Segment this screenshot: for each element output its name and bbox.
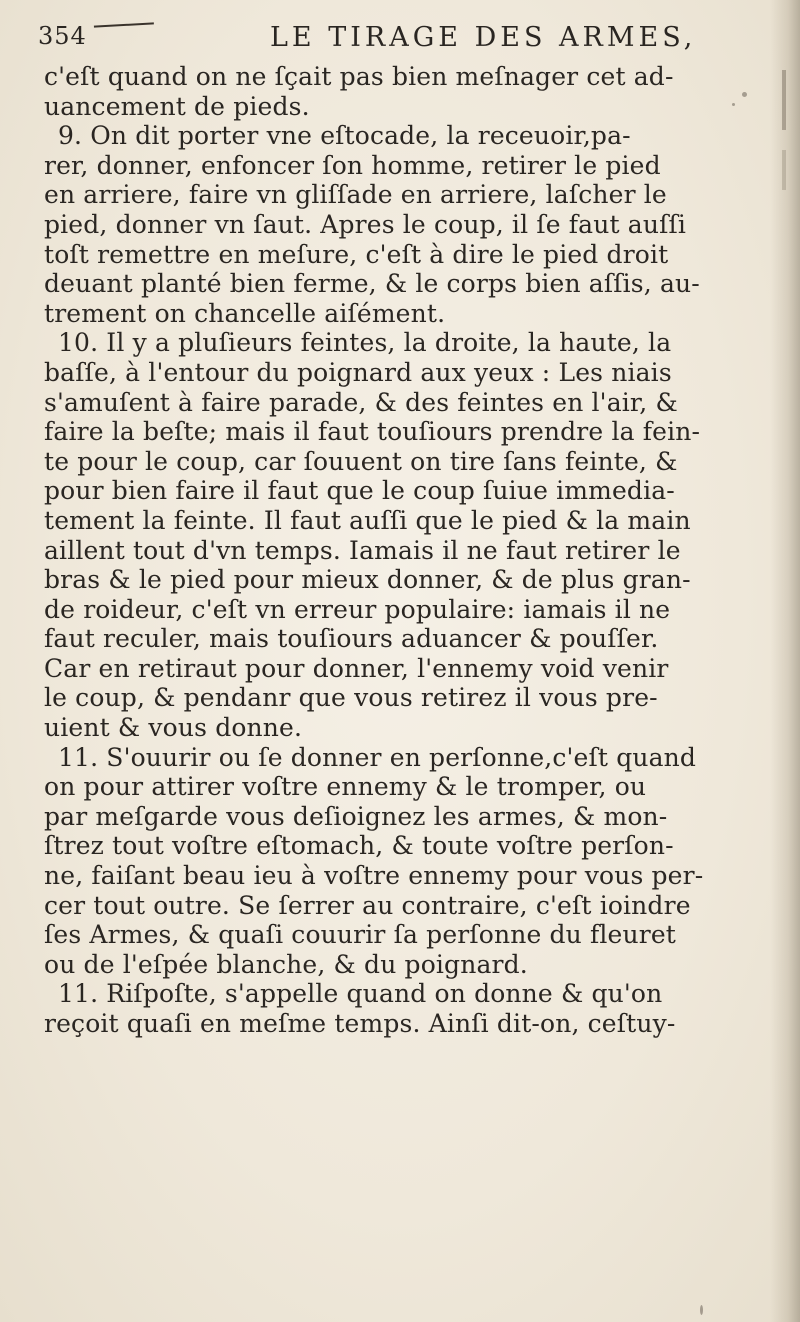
text-line: faut reculer, mais touſiours aduancer & pouſſer. — [44, 624, 659, 654]
text-line: on pour attirer voſtre ennemy & le tromper, ou — [44, 772, 647, 802]
text-line: tement la feinte. Il faut auſſi que le pied & la main — [44, 505, 691, 535]
text-line: pour bien faire il faut que le coup ſuiue immedia- — [44, 476, 675, 506]
text-line: pied, donner vn ſaut. Apres le coup, il ſe faut auſſi — [44, 209, 687, 239]
text-line: uancement de pieds. — [44, 91, 310, 121]
text-line: ſes Armes, & quaſi couurir ſa perſonne du fleuret — [44, 920, 676, 950]
text-line: toſt remettre en meſure, c'eſt à dire le pied droit — [44, 239, 669, 269]
text-line: 9. On dit porter vne eſtocade, la receuoir,pa- — [58, 121, 631, 151]
text-line: ſtrez tout voſtre eſtomach, & toute voſtre perſon- — [44, 831, 674, 861]
paper-speck — [700, 1305, 703, 1315]
text-line: par meſgarde vous deſioignez les armes, & mon- — [44, 801, 668, 831]
text-line: trement on chancelle aiſément. — [44, 298, 446, 328]
text-line: bras & le pied pour mieux donner, & de plus gran- — [44, 565, 691, 595]
text-line: cer tout outre. Se ſerrer au contraire, c'eſt ioindre — [44, 890, 691, 920]
text-line: 11. S'ouurir ou ſe donner en perſonne,c'eſt quand — [58, 742, 697, 772]
text-line: deuant planté bien ferme, & le corps bien aſſis, au- — [44, 269, 700, 299]
text-line: Car en retiraut pour donner, l'ennemy void venir — [44, 653, 669, 683]
text-line: aillent tout d'vn temps. Iamais il ne faut retirer le — [44, 535, 681, 565]
margin-stain — [782, 150, 786, 190]
page-header — [38, 14, 697, 62]
text-line: reçoit quaſi en meſme temps. Ainſi dit-on, ceſtuy- — [44, 1009, 676, 1038]
page-edge-shadow — [770, 0, 800, 1322]
text-line: faire la beſte; mais il faut touſiours prendre la fein- — [44, 417, 701, 447]
header-ornament — [94, 22, 154, 31]
text-line: uient & vous donne. — [44, 713, 303, 743]
text-line: 10. Il y a pluſieurs feintes, la droite, la haute, la — [58, 328, 672, 358]
text-line: rer, donner, enfoncer ſon homme, retirer le pied — [44, 150, 661, 180]
text-line: 11. Riſpoſte, s'appelle quand on donne & qu'on — [58, 979, 663, 1009]
paper-speck — [742, 92, 747, 97]
text-line: de roideur, c'eſt vn erreur populaire: iamais il ne — [44, 594, 671, 624]
margin-stain — [782, 70, 786, 130]
running-title: LE TIRAGE DES ARMES, — [270, 22, 697, 53]
text-line: ou de l'eſpée blanche, & du poignard. — [44, 949, 528, 979]
text-line: en arriere, faire vn gliſſade en arriere, laſcher le — [44, 180, 667, 210]
text-line: le coup, & pendanr que vous retirez il vous pre- — [44, 683, 658, 713]
body-text — [44, 62, 774, 1039]
text-line: baſſe, à l'entour du poignard aux yeux : Les niais — [44, 357, 672, 387]
text-line: s'amuſent à faire parade, & des feintes en l'air, & — [44, 387, 678, 417]
text-line: c'eſt quand on ne ſçait pas bien meſnager cet ad- — [44, 62, 674, 91]
text-line: ne, faiſant beau ieu à voſtre ennemy pour vous per- — [44, 861, 704, 891]
paper-speck — [732, 103, 735, 106]
text-line: te pour le coup, car ſouuent on tire ſans feinte, & — [44, 446, 678, 476]
page-number: 354 — [38, 22, 87, 50]
